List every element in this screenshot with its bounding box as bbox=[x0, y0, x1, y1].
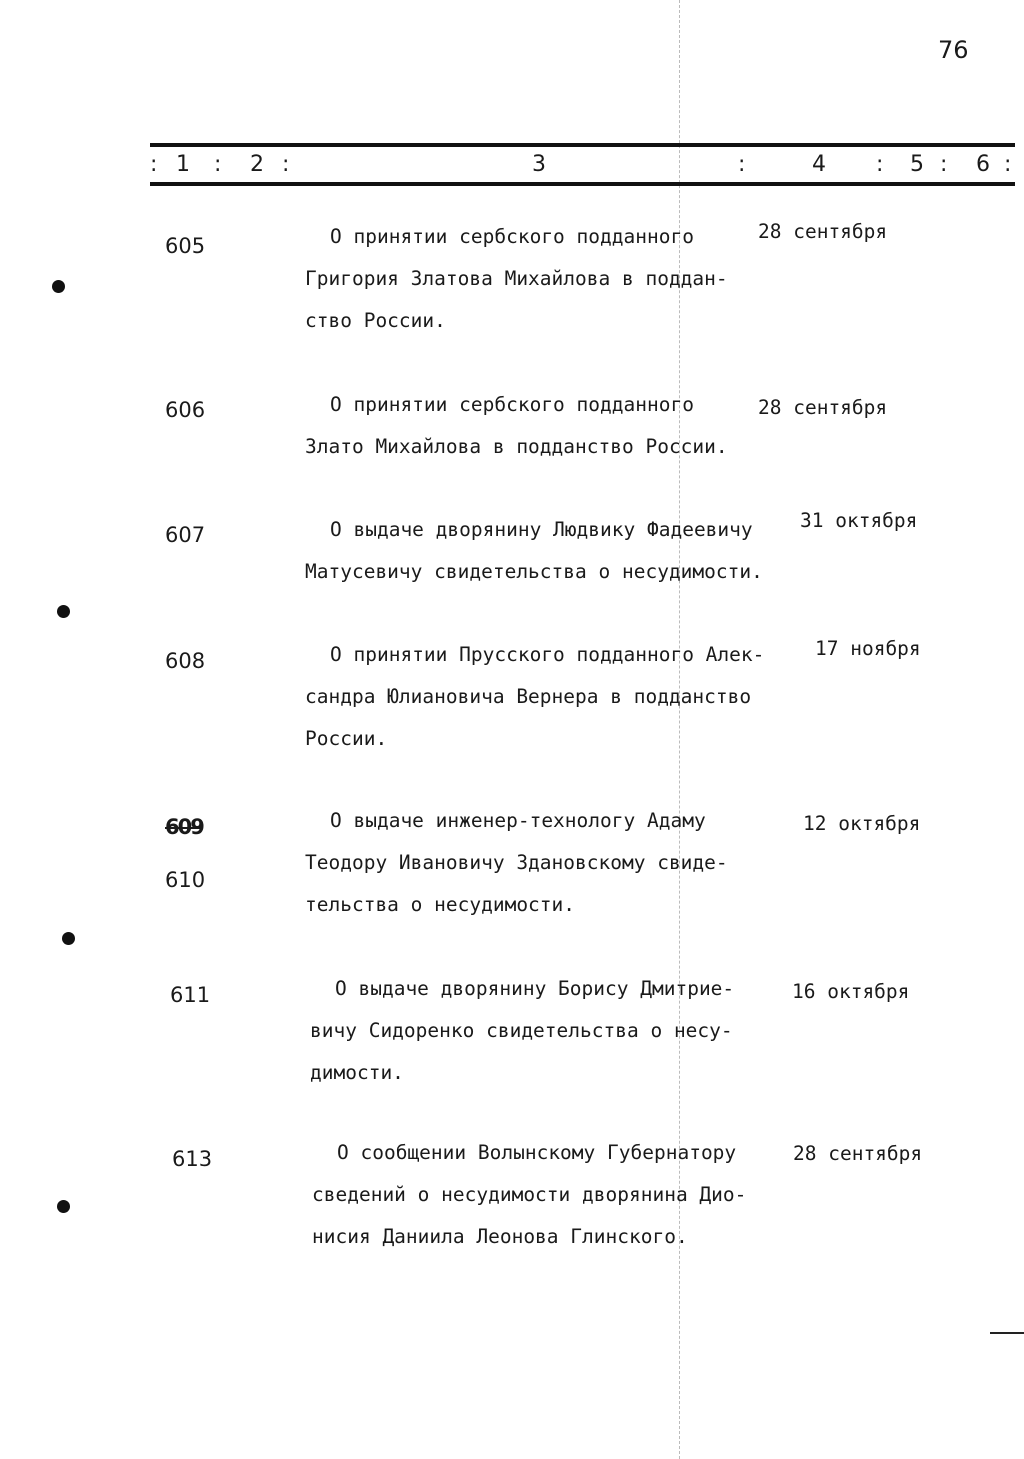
struck-entry-number: 609 bbox=[165, 815, 203, 839]
entry-date: 16 октября bbox=[792, 980, 910, 1003]
entry-date: 12 октября bbox=[803, 812, 921, 835]
column-header-3: 3 bbox=[532, 152, 546, 177]
entry-text: О сообщении Волынскому Губернатору сведений о несудимости дворянина Дио- нисия Даниила Леонова Глинского. bbox=[312, 1141, 747, 1248]
binding-hole-mark bbox=[62, 932, 75, 945]
entry-number: 606 bbox=[165, 398, 206, 422]
entry-number: 607 bbox=[165, 523, 206, 547]
entry-number: 608 bbox=[165, 649, 206, 673]
entry-date: 28 сентября bbox=[793, 1142, 923, 1165]
header-top-rule bbox=[150, 143, 1015, 147]
entry-text: О выдаче дворянину Людвику Фадеевичу Матусевичу свидетельства о несудимости. bbox=[305, 518, 763, 583]
column-header-4: 4 bbox=[812, 152, 826, 177]
binding-hole-mark bbox=[52, 280, 65, 293]
header-bottom-rule bbox=[150, 182, 1015, 186]
entry-text: О принятии сербского подданного Григория Златова Михайлова в поддан- ство России. bbox=[305, 225, 728, 332]
entry-text: О выдаче дворянину Борису Дмитрие- вичу Сидоренко свидетельства о несу- димости. bbox=[310, 977, 735, 1084]
entry-date: 17 ноября bbox=[815, 637, 921, 660]
column-header-1: 1 bbox=[176, 152, 190, 177]
column-header-5: 5 bbox=[910, 152, 924, 177]
column-header-2: 2 bbox=[250, 152, 264, 177]
page-number: 76 bbox=[938, 36, 969, 64]
column-header-6: 6 bbox=[976, 152, 990, 177]
entry-number: 605 bbox=[165, 234, 206, 258]
entry-number: 611 bbox=[170, 983, 211, 1007]
entry-text: О выдаче инженер-технологу Адаму Теодору Ивановичу Здановскому свиде- тельства о несудимости. bbox=[305, 809, 728, 916]
entry-text: О принятии Прусского подданного Алек- сандра Юлиановича Вернера в подданство России. bbox=[305, 643, 765, 750]
entry-date: 31 октября bbox=[800, 509, 918, 532]
entry-number: 610 bbox=[165, 868, 206, 892]
binding-hole-mark bbox=[57, 1200, 70, 1213]
entry-date: 28 сентября bbox=[758, 220, 888, 243]
entry-number: 613 bbox=[172, 1147, 213, 1171]
binding-hole-mark bbox=[57, 605, 70, 618]
entry-date: 28 сентября bbox=[758, 396, 888, 419]
entry-text: О принятии сербского подданного Злато Михайлова в подданство России. bbox=[305, 393, 728, 458]
edge-mark bbox=[990, 1332, 1024, 1334]
